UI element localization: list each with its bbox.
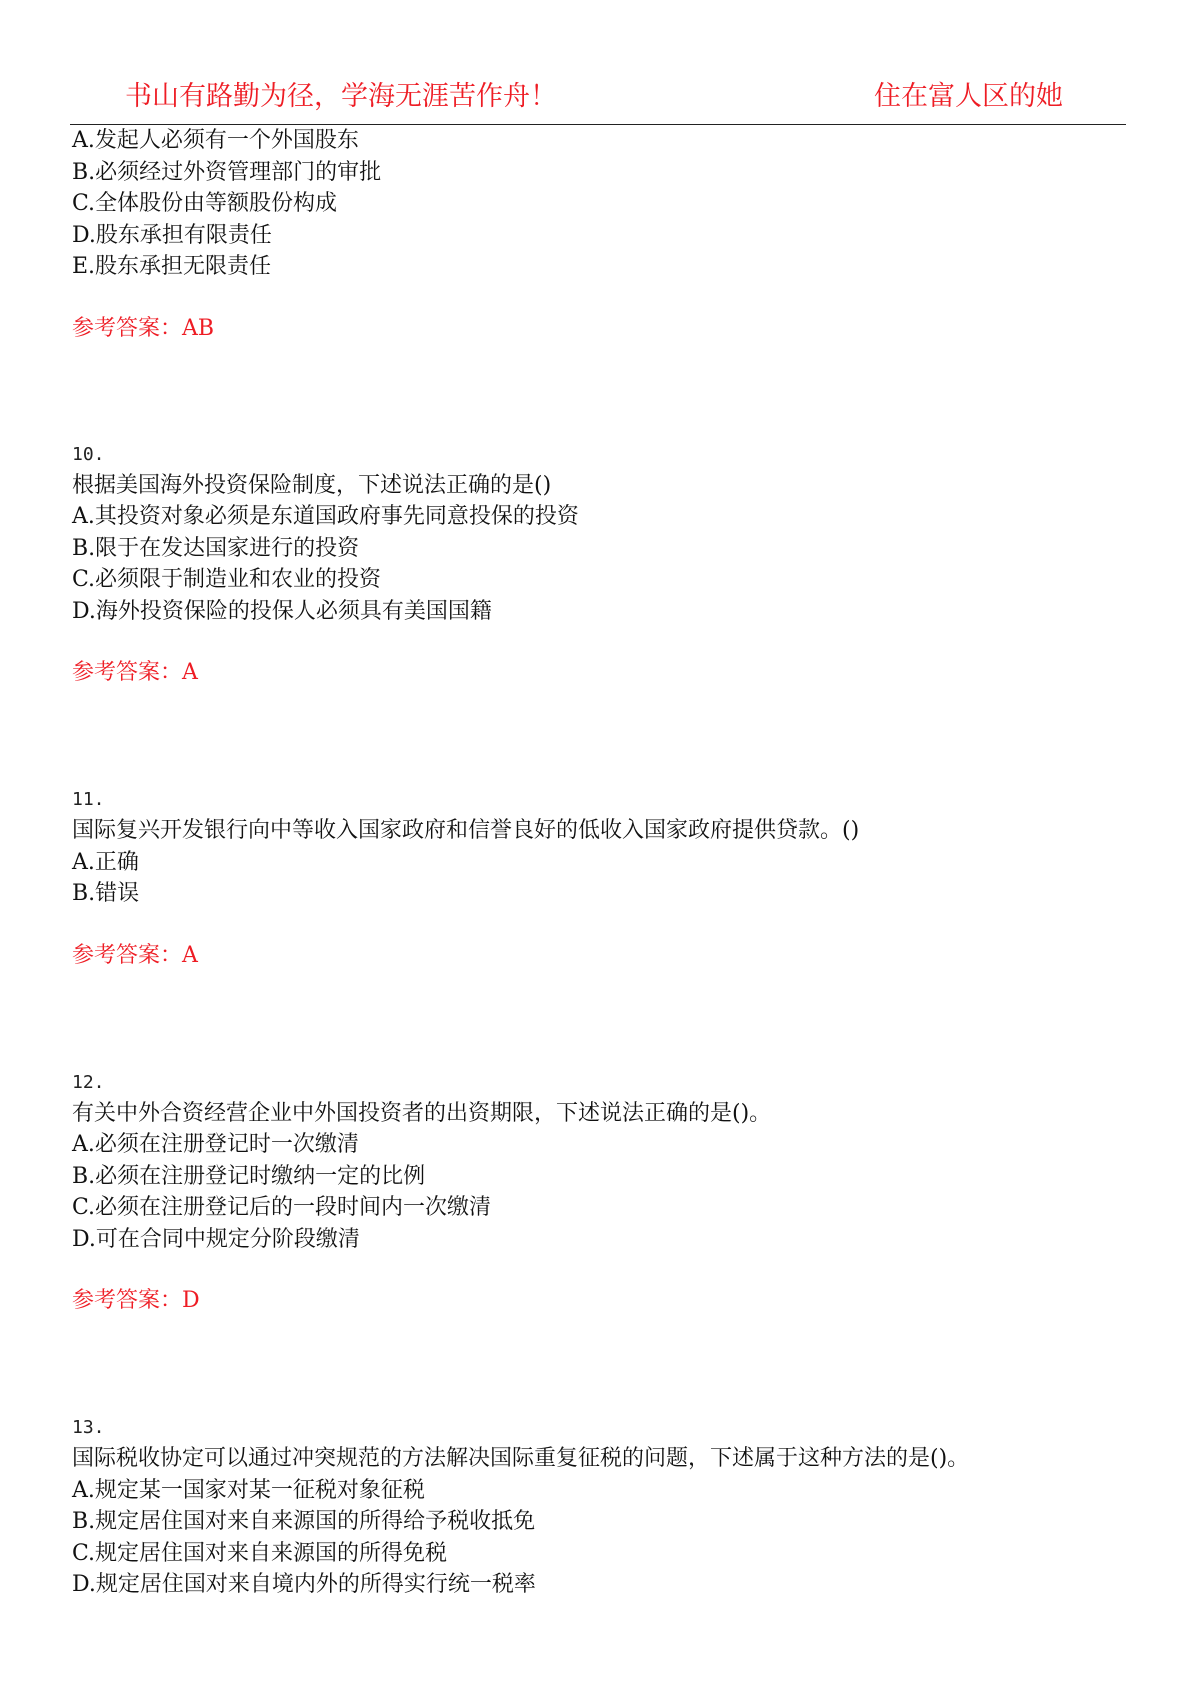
option-a: A.规定某一国家对某一征税对象征税 <box>72 1477 425 1503</box>
option-a: A.必须在注册登记时一次缴清 <box>72 1132 359 1157</box>
option-b: B.规定居住国对来自来源国的所得给予税收抵免 <box>72 1509 536 1534</box>
answer-label: 参考答案： <box>72 660 183 685</box>
option-a: A.正确 <box>72 849 139 875</box>
reference-answer <box>72 941 1122 971</box>
option-b: B.错误 <box>72 881 140 906</box>
question-stem: 根据美国海外投资保险制度，下述说法正确的是() <box>72 472 552 498</box>
option-c: C.必须限于制造业和农业的投资 <box>72 567 382 592</box>
answer-value: D <box>182 1288 200 1313</box>
question-stem: 国际税收协定可以通过冲突规范的方法解决国际重复征税的问题，下述属于这种方法的是()。 <box>72 1446 970 1471</box>
question-stem: 国际复兴开发银行向中等收入国家政府和信誉良好的低收入国家政府提供贷款。() <box>72 818 860 843</box>
option-a: A.其投资对象必须是东道国政府事先同意投保的投资 <box>72 504 579 529</box>
answer-value: A <box>182 660 198 685</box>
answer-label: 参考答案： <box>72 942 183 968</box>
spacer <box>72 688 1122 785</box>
question-11 <box>72 785 1122 971</box>
answer-value: AB <box>182 315 215 341</box>
header-motto: 书山有路勤为径，学海无涯苦作舟！ <box>125 81 557 112</box>
option-a: A.发起人必须有一个外国股东 <box>72 128 359 153</box>
option-b: B.必须经过外资管理部门的审批 <box>72 159 382 185</box>
option-d: D.股东承担有限责任 <box>72 222 272 248</box>
option-e: E.股东承担无限责任 <box>72 254 272 279</box>
answer-value: A <box>182 942 198 968</box>
question-12 <box>72 1068 1122 1317</box>
spacer <box>72 971 1122 1068</box>
question-13 <box>72 1413 1122 1601</box>
question-10 <box>72 440 1122 689</box>
page-header <box>0 0 1191 128</box>
question-number: 13. <box>72 1417 105 1438</box>
option-b: B.限于在发达国家进行的投资 <box>72 535 360 561</box>
option-b: B.必须在注册登记时缴纳一定的比例 <box>72 1163 426 1189</box>
option-d: D.可在合同中规定分阶段缴清 <box>72 1226 360 1252</box>
question-number: 12. <box>72 1071 105 1093</box>
question-stem: 有关中外合资经营企业中外国投资者的出资期限，下述说法正确的是()。 <box>72 1100 772 1126</box>
option-c: C.规定居住国对来自来源国的所得免税 <box>72 1540 448 1566</box>
answer-label: 参考答案： <box>72 1288 183 1313</box>
question-number: 11. <box>72 789 105 810</box>
spacer <box>72 344 1122 440</box>
reference-answer <box>72 1286 1122 1316</box>
option-c: C.必须在注册登记后的一段时间内一次缴清 <box>72 1195 492 1220</box>
question-9 <box>72 125 1122 344</box>
question-list <box>72 125 1122 1601</box>
question-number: 10. <box>72 443 105 465</box>
answer-label: 参考答案： <box>72 315 183 341</box>
option-d: D.海外投资保险的投保人必须具有美国国籍 <box>72 598 492 624</box>
header-author: 住在富人区的她 <box>874 81 1063 112</box>
spacer <box>72 1316 1122 1413</box>
reference-answer <box>72 658 1122 688</box>
reference-answer <box>72 314 1122 344</box>
option-d: D.规定居住国对来自境内外的所得实行统一税率 <box>72 1572 536 1597</box>
option-c: C.全体股份由等额股份构成 <box>72 191 338 216</box>
